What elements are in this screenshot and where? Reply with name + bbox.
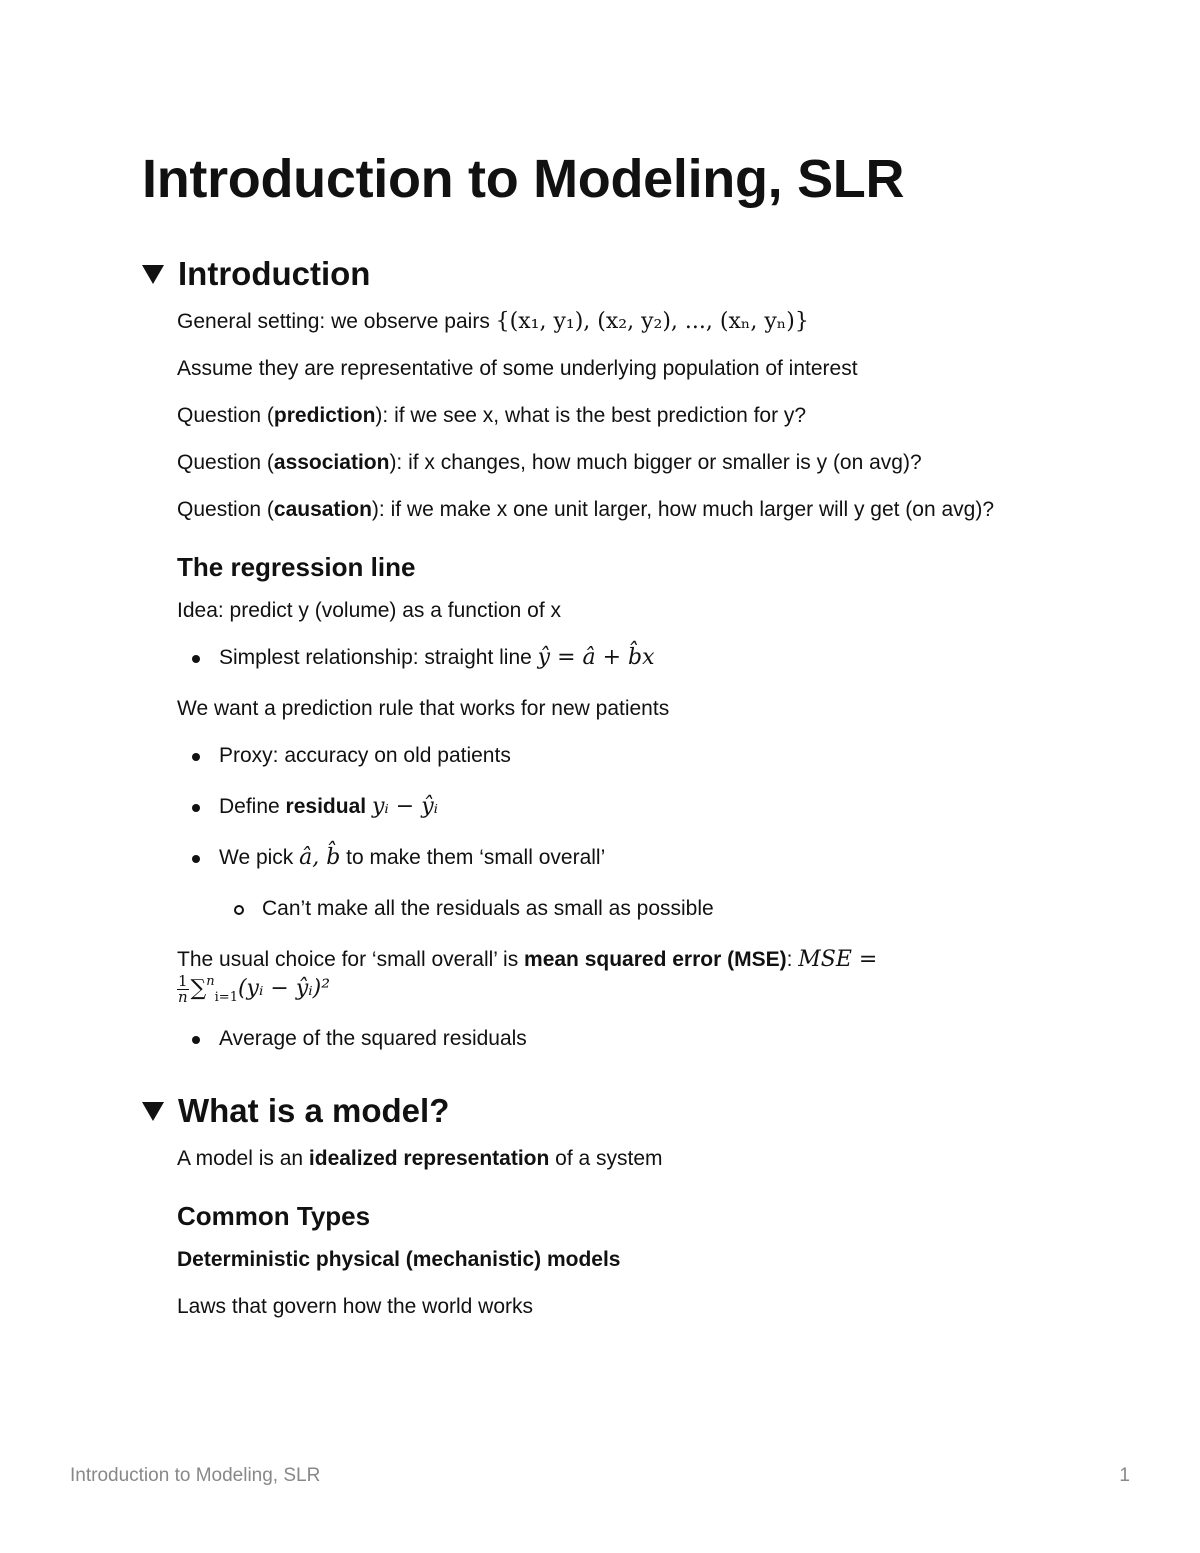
question-association: [177, 448, 1042, 477]
q1-post: ): if we see x, what is the best prediction for y?: [375, 404, 807, 427]
section-heading-model: What is a model?: [178, 1092, 450, 1130]
fraction: [177, 974, 189, 1005]
page-title: Introduction to Modeling, SLR: [142, 149, 905, 209]
section-heading-introduction: Introduction: [178, 255, 371, 292]
bullet-icon: [192, 753, 200, 761]
fraction-numerator: 1: [178, 972, 188, 990]
pairs-math: {(x₁, y₁), (x₂, y₂), ..., (xₙ, yₙ)}: [495, 309, 809, 334]
regression-equation: ŷ = â + b̂x: [537, 645, 655, 670]
q2-bold: association: [273, 451, 390, 474]
question-prediction: [177, 401, 1042, 430]
q1-bold: prediction: [273, 404, 376, 427]
heading-regression-line: The regression line: [177, 552, 416, 582]
bullet-icon: [192, 804, 200, 812]
list-average: [177, 1024, 1042, 1053]
heading-deterministic: Deterministic physical (mechanistic) models: [177, 1248, 621, 1272]
bullet3-pre: Define: [219, 795, 286, 818]
usual-pre: The usual choice for ‘small overall’ is: [177, 948, 525, 971]
paragraph-want: We want a prediction rule that works for new patients: [177, 697, 670, 720]
mse-body: (yᵢ − ŷᵢ)²: [237, 976, 331, 1002]
toggle-introduction[interactable]: [142, 254, 1042, 294]
page-content: [142, 148, 1042, 1339]
bullet4-pre: We pick: [219, 846, 300, 869]
list-item: [177, 741, 1042, 770]
usual-post: :: [786, 948, 799, 971]
list-residuals: [177, 741, 1042, 923]
heading-common-types: Common Types: [177, 1201, 371, 1232]
q2-pre: Question (: [177, 451, 274, 474]
sum-lower: i=1: [214, 990, 238, 1006]
toggle-what-is-a-model[interactable]: [142, 1091, 1042, 1131]
paragraph-mse: [177, 945, 1042, 1006]
list-item: [177, 843, 1042, 872]
bullet4-post: to make them ‘small overall’: [340, 846, 606, 869]
paragraph-assume: Assume they are representative of some underlying population of interest: [177, 357, 858, 380]
q3-bold: causation: [273, 498, 372, 521]
mse-lhs: MSE =: [798, 947, 878, 972]
paragraph-laws: Laws that govern how the world works: [177, 1295, 534, 1319]
list-item-nested: [177, 894, 1042, 923]
fraction-denominator: n: [177, 988, 188, 1006]
residual-math: yᵢ − ŷᵢ: [371, 794, 439, 819]
bullet3-bold: residual: [285, 795, 367, 818]
model-body: [177, 1144, 1042, 1321]
general-setting-text: General setting: we observe pairs: [177, 310, 496, 333]
list-simplest: [177, 643, 1042, 672]
subbullet-text: Can’t make all the residuals as small as possible: [262, 897, 714, 920]
bullet-icon: [192, 1036, 200, 1044]
sum-upper: n: [206, 974, 215, 990]
model-pre: A model is an: [177, 1147, 309, 1171]
bullet-icon: [192, 655, 200, 663]
q2-post: ): if x changes, how much bigger or smaller is y (on avg)?: [389, 451, 922, 474]
q3-post: ): if we make x one unit larger, how much larger will y get (on avg)?: [371, 498, 995, 521]
introduction-body: [177, 307, 1042, 1053]
toggle-arrow-icon[interactable]: [142, 1102, 164, 1121]
bullet2-text: Proxy: accuracy on old patients: [219, 744, 511, 767]
footer-title: Introduction to Modeling, SLR: [70, 1465, 321, 1486]
list-item: [177, 643, 1042, 672]
bullet5-text: Average of the squared residuals: [219, 1027, 527, 1051]
page-number: 1: [1119, 1465, 1130, 1486]
model-bold: idealized representation: [308, 1147, 550, 1171]
toggle-arrow-icon[interactable]: [142, 265, 164, 284]
usual-bold: mean squared error (MSE): [524, 948, 787, 971]
q3-pre: Question (: [177, 498, 274, 521]
bullet1-text: Simplest relationship: straight line: [219, 646, 538, 669]
page-footer: [70, 1465, 1130, 1487]
coefficients-math: â, b̂: [299, 845, 341, 870]
list-item: [177, 1024, 1042, 1053]
model-post: of a system: [549, 1147, 663, 1171]
question-causation: [177, 495, 1042, 524]
paragraph-model-definition: [177, 1144, 1042, 1173]
paragraph-general-setting: [177, 307, 1042, 336]
sum-symbol: ∑: [190, 976, 207, 1002]
hollow-bullet-icon: [234, 905, 244, 915]
paragraph-idea: Idea: predict y (volume) as a function of x: [177, 599, 562, 622]
list-item: [177, 792, 1042, 821]
q1-pre: Question (: [177, 404, 274, 427]
bullet-icon: [192, 855, 200, 863]
